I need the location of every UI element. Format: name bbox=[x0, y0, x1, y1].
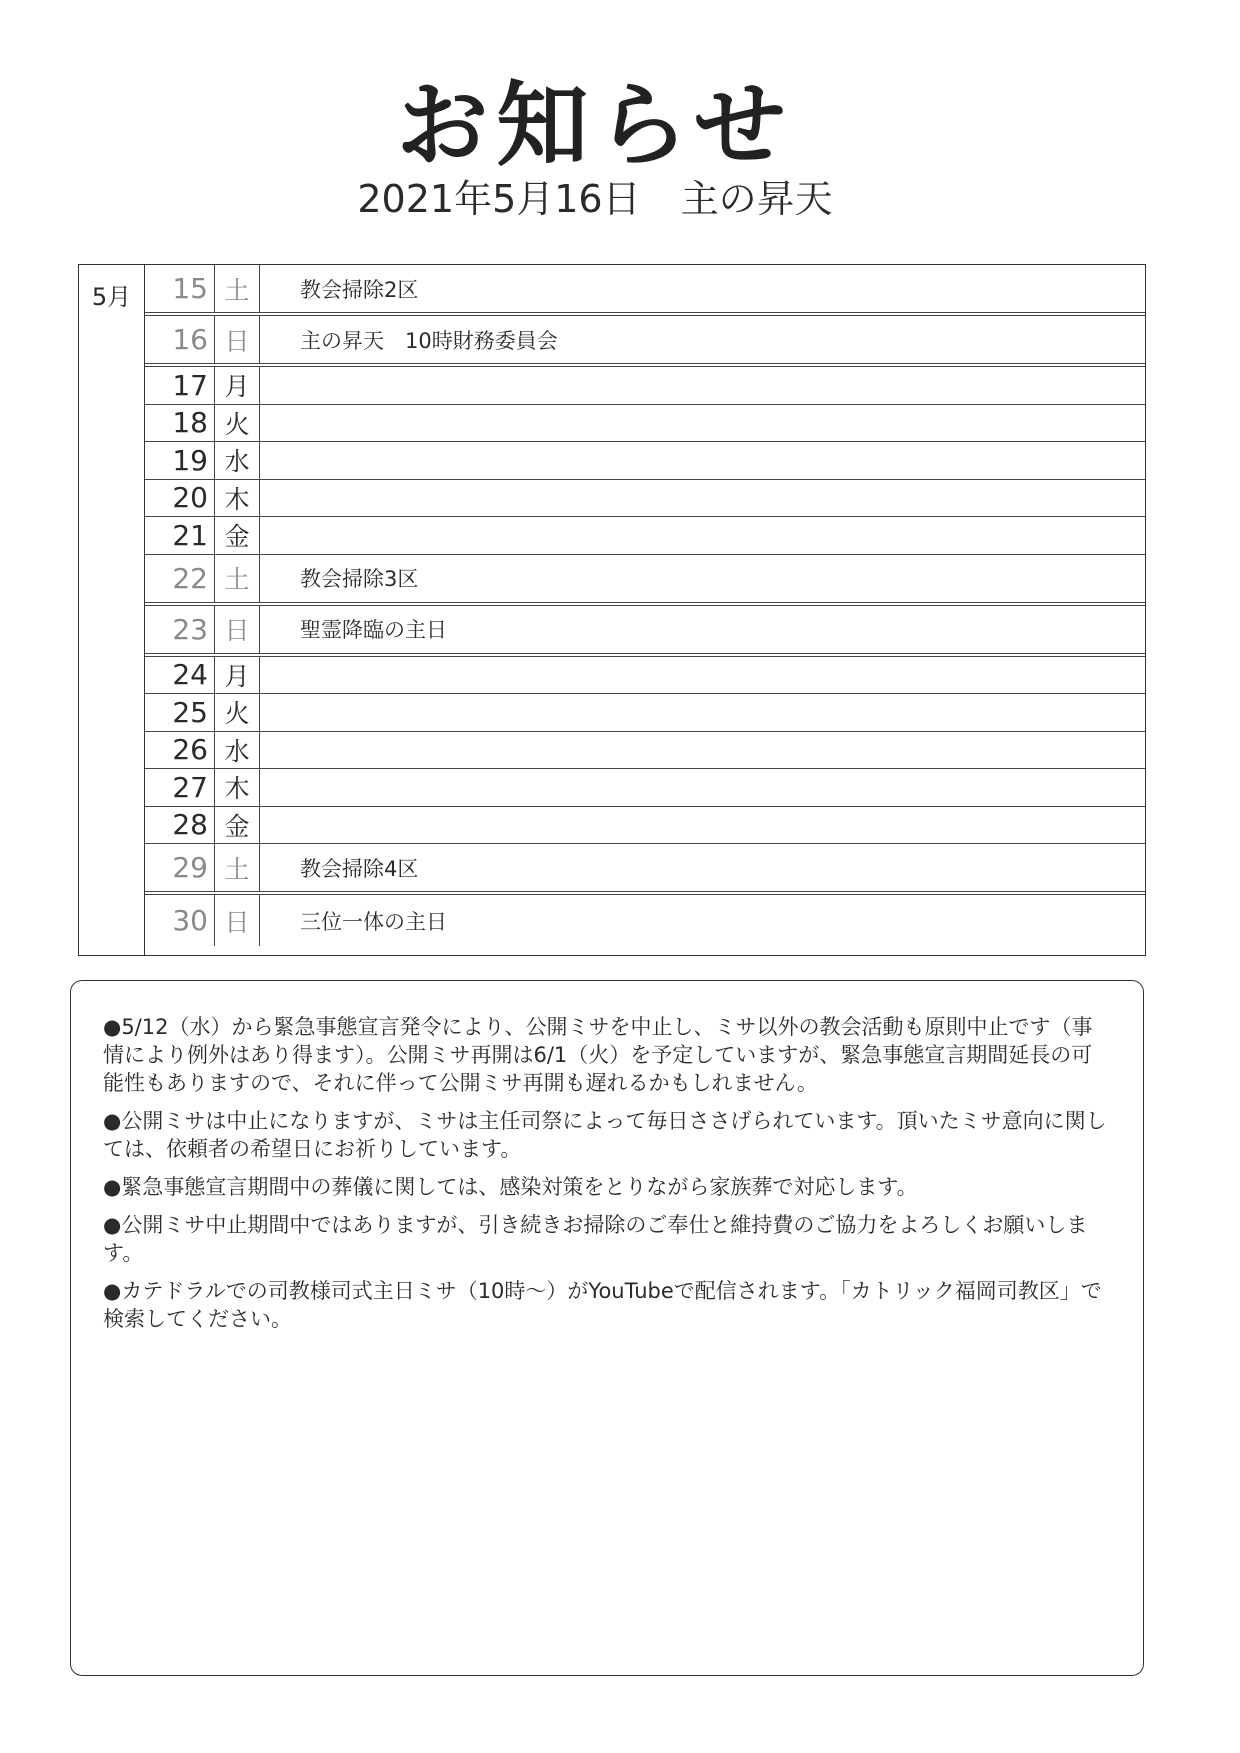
notice-item: ●公開ミサ中止期間中ではありますが、引き続きお掃除のご奉仕と維持費のご協力をよろしくお願いします。 bbox=[103, 1213, 1088, 1265]
table-row bbox=[145, 732, 1145, 770]
weekday-label: 土 bbox=[215, 844, 260, 891]
bulletin-date: 2021年5月16日 bbox=[357, 177, 641, 221]
day-number: 27 bbox=[145, 769, 215, 806]
weekday-label: 月 bbox=[215, 657, 260, 694]
table-row bbox=[145, 442, 1145, 480]
day-number: 23 bbox=[145, 606, 215, 653]
day-number: 28 bbox=[145, 807, 215, 844]
day-number: 20 bbox=[145, 480, 215, 517]
table-row bbox=[145, 517, 1145, 555]
day-number: 19 bbox=[145, 442, 215, 479]
event-text: 教会掃除4区 bbox=[300, 856, 419, 881]
event-text bbox=[260, 657, 1145, 694]
event-text bbox=[260, 517, 1145, 554]
day-number: 25 bbox=[145, 694, 215, 731]
schedule-table bbox=[78, 264, 1146, 956]
day-number: 22 bbox=[145, 555, 215, 602]
weekday-label: 土 bbox=[215, 555, 260, 602]
feast-name: 主の昇天 bbox=[680, 177, 833, 221]
notice-box bbox=[70, 980, 1144, 1676]
page-title: お知らせ bbox=[396, 72, 794, 179]
day-number: 15 bbox=[145, 265, 215, 312]
event-text bbox=[260, 732, 1145, 769]
notice-item: ●公開ミサは中止になりますが、ミサは主任司祭によって毎日ささげられています。頂いたミサ意向に関しては、依頼者の希望日にお祈りしています。 bbox=[103, 1109, 1107, 1161]
table-row bbox=[145, 316, 1145, 367]
table-row bbox=[145, 480, 1145, 518]
table-row bbox=[145, 265, 1145, 316]
event-text bbox=[260, 694, 1145, 731]
table-row bbox=[145, 657, 1145, 695]
day-number: 18 bbox=[145, 405, 215, 442]
notice-item: ●カテドラルでの司教様司式主日ミサ（10時～）がYouTubeで配信されます。「カトリック福岡司教区」で検索してください。 bbox=[103, 1279, 1102, 1331]
table-row bbox=[145, 807, 1145, 845]
weekday-label: 日 bbox=[215, 316, 260, 363]
event-text: 教会掃除3区 bbox=[300, 567, 419, 591]
event-text: 聖霊降臨の主日 bbox=[300, 618, 447, 642]
event-text: 主の昇天 10時財務委員会 bbox=[300, 328, 558, 353]
notice-item: ●5/12（水）から緊急事態宣言発令により、公開ミサを中止し、ミサ以外の教会活動も原則中止です（事情により例外はあり得ます）。公開ミサ再開は6/1（火）を予定していますが、緊急事態宣言期間延長の可能性もありますので、それに伴って公開ミサ再開も遅れるかもしれません。 bbox=[103, 1015, 1093, 1095]
table-row bbox=[145, 367, 1145, 405]
day-number: 17 bbox=[145, 367, 215, 404]
table-row bbox=[145, 555, 1145, 606]
weekday-label: 火 bbox=[215, 405, 260, 442]
weekday-label: 水 bbox=[215, 442, 260, 479]
month-label: 5月 bbox=[79, 265, 145, 955]
event-text: 三位一体の主日 bbox=[300, 909, 447, 934]
table-row bbox=[145, 769, 1145, 807]
weekday-label: 月 bbox=[215, 367, 260, 404]
event-text bbox=[260, 405, 1145, 442]
day-number: 21 bbox=[145, 517, 215, 554]
day-number: 30 bbox=[145, 895, 215, 946]
table-row bbox=[145, 844, 1145, 895]
table-row bbox=[145, 694, 1145, 732]
table-row bbox=[145, 606, 1145, 657]
event-text bbox=[260, 442, 1145, 479]
weekday-label: 金 bbox=[215, 517, 260, 554]
weekday-label: 日 bbox=[215, 606, 260, 653]
day-number: 29 bbox=[145, 844, 215, 891]
event-text bbox=[260, 367, 1145, 404]
notice-item: ●緊急事態宣言期間中の葬儀に関しては、感染対策をとりながら家族葬で対応します。 bbox=[103, 1175, 918, 1199]
table-row bbox=[145, 405, 1145, 443]
day-number: 16 bbox=[145, 316, 215, 363]
event-text bbox=[260, 480, 1145, 517]
schedule-rows bbox=[145, 265, 1145, 955]
weekday-label: 木 bbox=[215, 769, 260, 806]
weekday-label: 水 bbox=[215, 732, 260, 769]
weekday-label: 木 bbox=[215, 480, 260, 517]
day-number: 24 bbox=[145, 657, 215, 694]
event-text: 教会掃除2区 bbox=[300, 277, 419, 302]
weekday-label: 火 bbox=[215, 694, 260, 731]
weekday-label: 土 bbox=[215, 265, 260, 312]
day-number: 26 bbox=[145, 732, 215, 769]
table-row bbox=[145, 895, 1145, 946]
page-subtitle bbox=[0, 168, 1190, 223]
event-text bbox=[260, 807, 1145, 844]
weekday-label: 日 bbox=[215, 895, 260, 946]
event-text bbox=[260, 769, 1145, 806]
weekday-label: 金 bbox=[215, 807, 260, 844]
